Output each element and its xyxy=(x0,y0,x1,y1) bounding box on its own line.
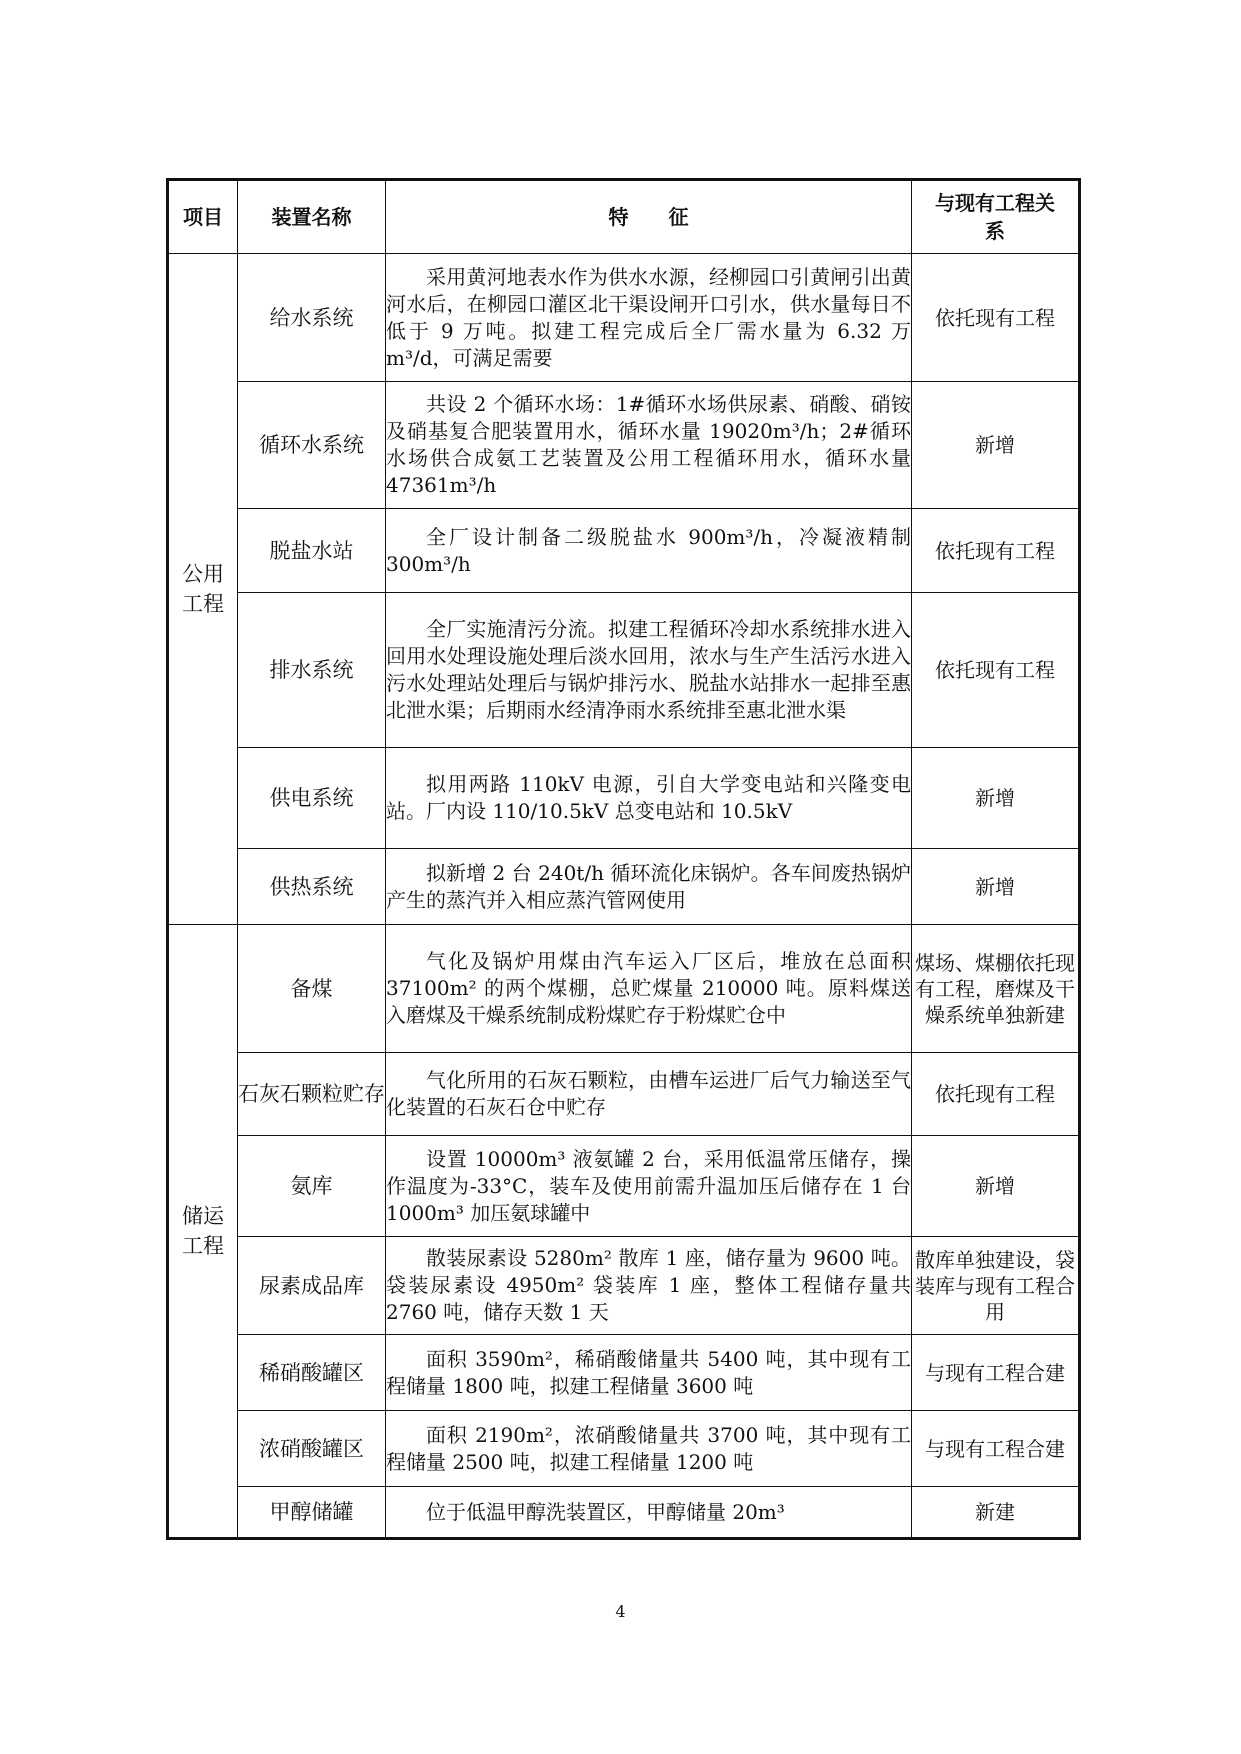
relation-cell: 依托现有工程 xyxy=(912,593,1080,748)
feature-cell: 面积 2190m²，浓硝酸储量共 3700 吨，其中现有工程储量 2500 吨，拟建工程储量 1200 吨 xyxy=(386,1411,912,1487)
relation-cell: 新增 xyxy=(912,748,1080,849)
header-feature: 特 征 xyxy=(386,180,912,254)
relation-cell: 依托现有工程 xyxy=(912,1053,1080,1136)
feature-cell: 全厂实施清污分流。拟建工程循环冷却水系统排水进入回用水处理设施处理后淡水回用，浓水与生产生活污水进入污水处理站处理后与锅炉排污水、脱盐水站排水一起排至惠北泄水渠；后期雨水经清净雨水系统排至惠北泄水渠 xyxy=(386,593,912,748)
feature-cell: 共设 2 个循环水场：1#循环水场供尿素、硝酸、硝铵及硝基复合肥装置用水，循环水量 19020m³/h；2#循环水场供合成氨工艺装置及公用工程循环用水，循环水量 47361m³/h xyxy=(386,382,912,509)
device-cell: 供电系统 xyxy=(238,748,386,849)
device-cell: 石灰石颗粒贮存 xyxy=(238,1053,386,1136)
feature-cell: 位于低温甲醇洗装置区，甲醇储量 20m³ xyxy=(386,1487,912,1539)
relation-cell: 新增 xyxy=(912,382,1080,509)
relation-cell: 新增 xyxy=(912,1136,1080,1237)
relation-cell: 新增 xyxy=(912,849,1080,925)
device-cell: 甲醇储罐 xyxy=(238,1487,386,1539)
table-row xyxy=(168,1411,1080,1487)
group-storage-transport xyxy=(168,925,238,1539)
group-label: 公用工程 xyxy=(182,562,224,616)
header-device: 装置名称 xyxy=(238,180,386,254)
table-row xyxy=(168,254,1080,382)
feature-cell: 设置 10000m³ 液氨罐 2 台，采用低温常压储存，操作温度为-33°C，装车及使用前需升温加压后储存在 1 台 1000m³ 加压氨球罐中 xyxy=(386,1136,912,1237)
table-row xyxy=(168,1487,1080,1539)
table-row xyxy=(168,1053,1080,1136)
feature-cell: 气化及锅炉用煤由汽车运入厂区后，堆放在总面积37100m² 的两个煤棚，总贮煤量 210000 吨。原料煤送入磨煤及干燥系统制成粉煤贮存于粉煤贮仓中 xyxy=(386,925,912,1053)
device-cell: 浓硝酸罐区 xyxy=(238,1411,386,1487)
device-cell: 尿素成品库 xyxy=(238,1237,386,1335)
table-row xyxy=(168,509,1080,593)
feature-cell: 气化所用的石灰石颗粒，由槽车运进厂后气力输送至气化装置的石灰石仓中贮存 xyxy=(386,1053,912,1136)
device-cell: 备煤 xyxy=(238,925,386,1053)
engineering-table xyxy=(166,178,1081,1540)
feature-cell: 拟用两路 110kV 电源，引自大学变电站和兴隆变电站。厂内设 110/10.5kV 总变电站和 10.5kV xyxy=(386,748,912,849)
page-number: 4 xyxy=(615,1602,626,1621)
device-cell: 排水系统 xyxy=(238,593,386,748)
feature-cell: 全厂设计制备二级脱盐水 900m³/h，冷凝液精制300m³/h xyxy=(386,509,912,593)
table-row xyxy=(168,593,1080,748)
group-public-works xyxy=(168,254,238,925)
relation-cell: 依托现有工程 xyxy=(912,254,1080,382)
group-label: 储运工程 xyxy=(182,1204,224,1258)
table-row xyxy=(168,849,1080,925)
table-row xyxy=(168,382,1080,509)
feature-cell: 散装尿素设 5280m² 散库 1 座，储存量为 9600 吨。袋装尿素设 4950m² 袋装库 1 座，整体工程储存量共2760 吨，储存天数 1 天 xyxy=(386,1237,912,1335)
device-cell: 脱盐水站 xyxy=(238,509,386,593)
relation-cell: 与现有工程合建 xyxy=(912,1411,1080,1487)
device-cell: 氨库 xyxy=(238,1136,386,1237)
relation-cell: 依托现有工程 xyxy=(912,509,1080,593)
table-row xyxy=(168,1335,1080,1411)
header-relation: 与现有工程关系 xyxy=(912,180,1080,254)
header-project: 项目 xyxy=(168,180,238,254)
feature-cell: 面积 3590m²，稀硝酸储量共 5400 吨，其中现有工程储量 1800 吨，拟建工程储量 3600 吨 xyxy=(386,1335,912,1411)
relation-cell: 与现有工程合建 xyxy=(912,1335,1080,1411)
device-cell: 稀硝酸罐区 xyxy=(238,1335,386,1411)
table-row xyxy=(168,1136,1080,1237)
relation-cell: 新建 xyxy=(912,1487,1080,1539)
device-cell: 供热系统 xyxy=(238,849,386,925)
feature-cell: 拟新增 2 台 240t/h 循环流化床锅炉。各车间废热锅炉产生的蒸汽并入相应蒸汽管网使用 xyxy=(386,849,912,925)
device-cell: 给水系统 xyxy=(238,254,386,382)
relation-cell: 煤场、煤棚依托现有工程，磨煤及干燥系统单独新建 xyxy=(912,925,1080,1053)
feature-cell: 采用黄河地表水作为供水水源，经柳园口引黄闸引出黄河水后，在柳园口灌区北干渠设闸开口引水，供水量每日不低于 9 万吨。拟建工程完成后全厂需水量为 6.32 万 m³/d，可满足需要 xyxy=(386,254,912,382)
device-cell: 循环水系统 xyxy=(238,382,386,509)
table-row xyxy=(168,748,1080,849)
table-row xyxy=(168,1237,1080,1335)
relation-cell: 散库单独建设，袋装库与现有工程合用 xyxy=(912,1237,1080,1335)
table-row xyxy=(168,925,1080,1053)
table-header-row xyxy=(168,180,1080,254)
